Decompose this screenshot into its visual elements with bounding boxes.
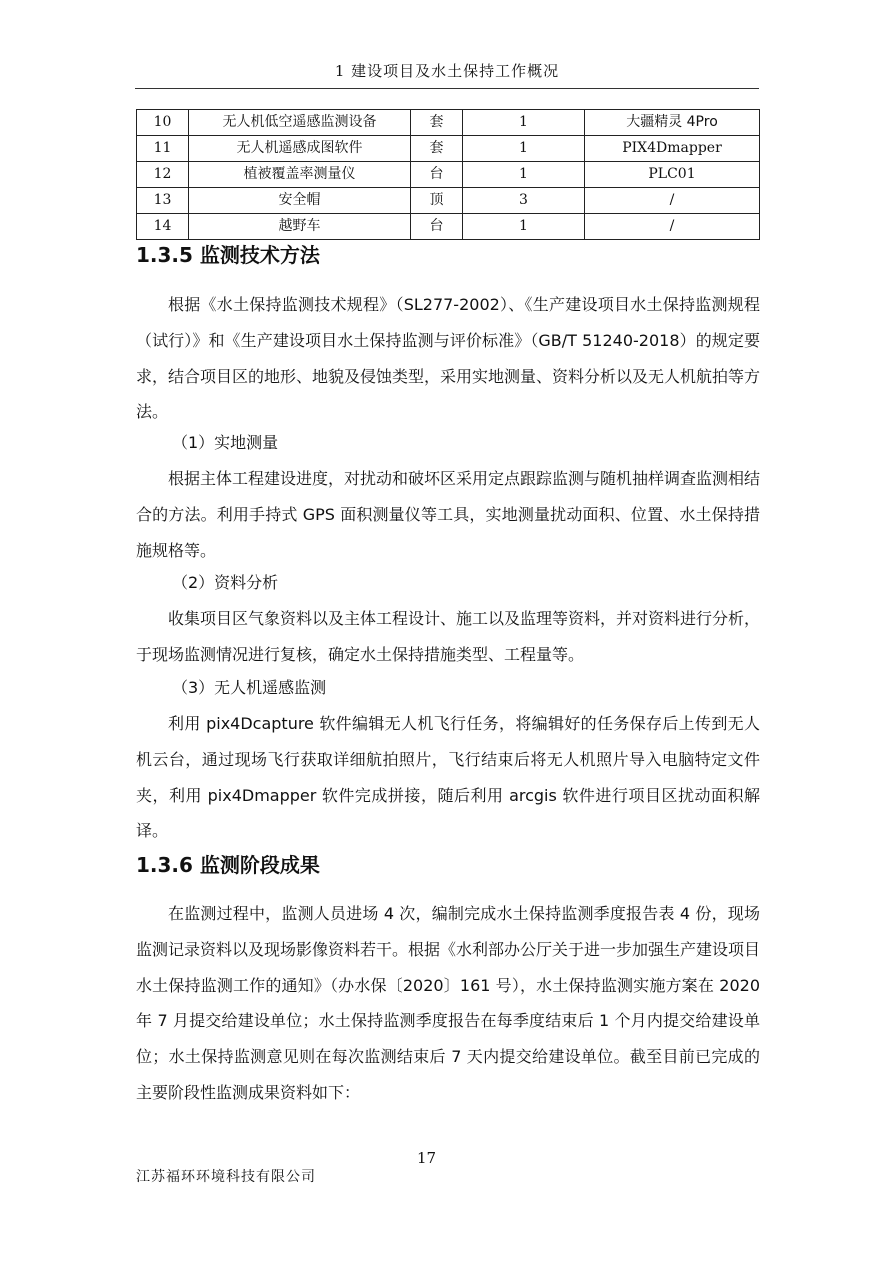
footer-company: 江苏福环环境科技有限公司 (136, 1169, 316, 1185)
cell-index: 13 (137, 188, 189, 214)
subheading-data-analysis: （2）资料分析 (172, 573, 279, 592)
page-number: 17 (416, 1149, 437, 1167)
cell-unit: 台 (411, 214, 463, 240)
cell-index: 14 (137, 214, 189, 240)
header-rule (135, 88, 759, 89)
cell-index: 11 (137, 136, 189, 162)
cell-quantity: 1 (463, 162, 585, 188)
cell-model: / (585, 214, 760, 240)
subheading-uav-remote-sensing: （3）无人机遥感监测 (172, 678, 327, 697)
table-row (137, 162, 760, 188)
cell-model: PLC01 (585, 162, 760, 188)
uav-remote-sensing-paragraph: 利用 pix4Dcapture 软件编辑无人机飞行任务，将编辑好的任务保存后上传到无人机云台，通过现场飞行获取详细航拍照片，飞行结束后将无人机照片导入电脑特定文件夹，利用 pix4Dmapper 软件完成拼接，随后利用 arcgis 软件进行项目区扰动面积解译。 (136, 714, 760, 841)
methods-intro-paragraph: 根据《水土保持监测技术规程》（SL277-2002）、《生产建设项目水土保持监测规程（试行）》和《生产建设项目水土保持监测与评价标准》（GB/T 51240-2018）的规定要求，结合项目区的地形、地貌及侵蚀类型，采用实地测量、资料分析以及无人机航拍等方法。 (136, 295, 761, 422)
equipment-table (136, 109, 760, 240)
section-heading-stage-results: 1.3.6 监测阶段成果 (136, 853, 320, 877)
cell-equipment-name: 植被覆盖率测量仪 (189, 162, 411, 188)
cell-unit: 套 (411, 110, 463, 136)
cell-equipment-name: 越野车 (189, 214, 411, 240)
cell-quantity: 1 (463, 110, 585, 136)
field-survey-paragraph: 根据主体工程建设进度，对扰动和破坏区采用定点跟踪监测与随机抽样调查监测相结合的方法。利用手持式 GPS 面积测量仪等工具，实地测量扰动面积、位置、水土保持措施规格等。 (136, 469, 761, 560)
cell-index: 12 (137, 162, 189, 188)
cell-quantity: 3 (463, 188, 585, 214)
table-row (137, 110, 760, 136)
cell-equipment-name: 无人机低空遥感监测设备 (189, 110, 411, 136)
data-analysis-paragraph: 收集项目区气象资料以及主体工程设计、施工以及监理等资料，并对资料进行分析，于现场监测情况进行复核，确定水土保持措施类型、工程量等。 (136, 609, 761, 664)
cell-equipment-name: 安全帽 (189, 188, 411, 214)
cell-model: PIX4Dmapper (585, 136, 760, 162)
table-row (137, 188, 760, 214)
cell-unit: 套 (411, 136, 463, 162)
stage-results-paragraph: 在监测过程中，监测人员进场 4 次，编制完成水土保持监测季度报告表 4 份，现场监测记录资料以及现场影像资料若干。根据《水利部办公厅关于进一步加强生产建设项目水土保持监测工作的通知》（办水保〔2020〕161 号），水土保持监测实施方案在 2020 年 7 月提交给建设单位；水土保持监测季度报告在每季度结束后 1 个月内提交给建设单位；水土保持监测意见则在每次监测结束后 7 天内提交给建设单位。截至目前已完成的主要阶段性监测成果资料如下： (136, 904, 761, 1102)
cell-quantity: 1 (463, 136, 585, 162)
cell-model: / (585, 188, 760, 214)
subheading-field-survey: （1）实地测量 (172, 433, 279, 452)
cell-index: 10 (137, 110, 189, 136)
cell-quantity: 1 (463, 214, 585, 240)
cell-equipment-name: 无人机遥感成图软件 (189, 136, 411, 162)
table-row (137, 214, 760, 240)
cell-unit: 顶 (411, 188, 463, 214)
section-heading-monitoring-methods: 1.3.5 监测技术方法 (136, 243, 320, 267)
cell-model: 大疆精灵 4Pro (585, 110, 760, 136)
table-row (137, 136, 760, 162)
cell-unit: 台 (411, 162, 463, 188)
page-header-title: 1 建设项目及水土保持工作概况 (334, 62, 560, 80)
